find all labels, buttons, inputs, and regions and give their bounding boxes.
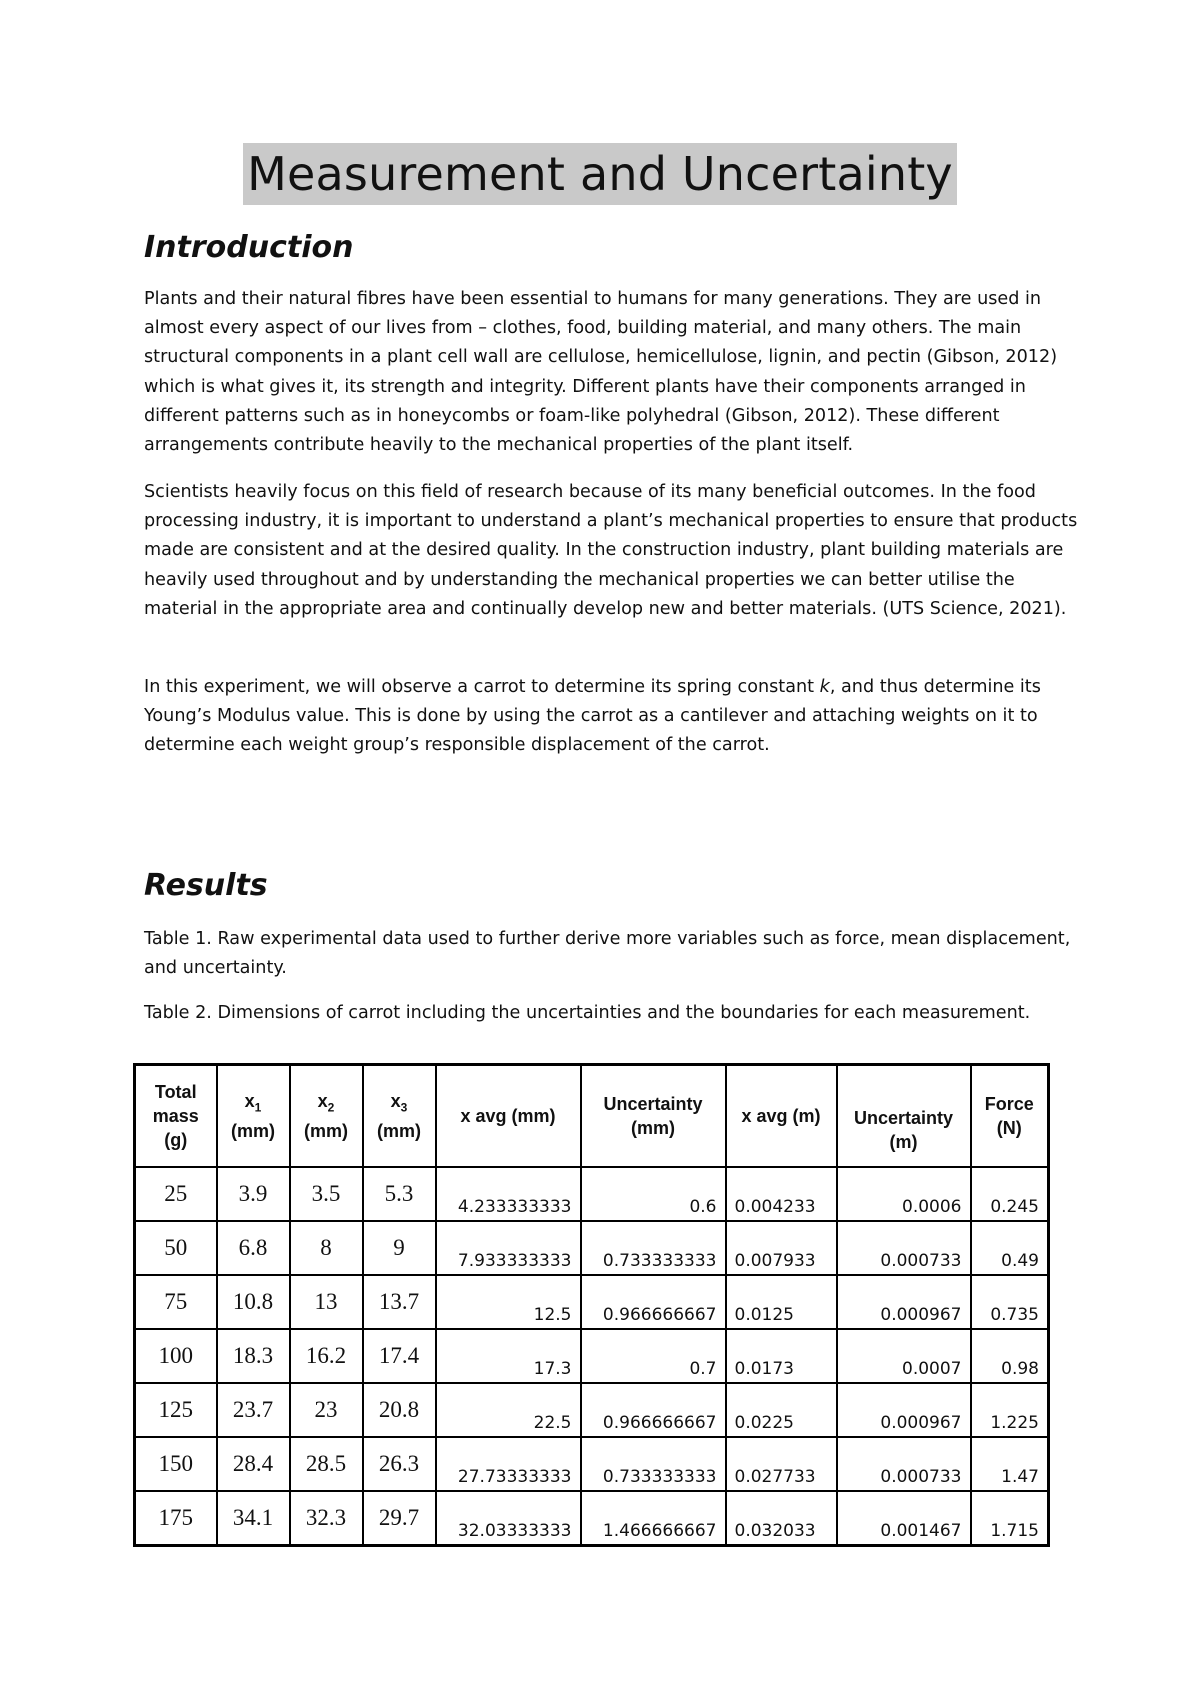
intro-paragraph-3-start: In this experiment, we will observe a carrot to determine its spring constant — [144, 677, 820, 697]
cell-x-avg-mm: 17.3 — [436, 1329, 581, 1383]
cell-total-mass: 175 — [135, 1491, 217, 1546]
cell-force: 0.735 — [971, 1275, 1049, 1329]
cell-force: 0.98 — [971, 1329, 1049, 1383]
cell-total-mass: 150 — [135, 1437, 217, 1491]
introduction-heading: Introduction — [144, 230, 354, 265]
cell-x-avg-mm: 27.73333333 — [436, 1437, 581, 1491]
cell-uncertainty-mm: 1.466666667 — [581, 1491, 726, 1546]
cell-x3: 9 — [363, 1221, 436, 1275]
cell-force: 0.245 — [971, 1167, 1049, 1221]
cell-x1: 28.4 — [217, 1437, 290, 1491]
cell-x-avg-mm: 12.5 — [436, 1275, 581, 1329]
cell-x1: 6.8 — [217, 1221, 290, 1275]
cell-uncertainty-mm: 0.966666667 — [581, 1383, 726, 1437]
intro-paragraph-3-end: , and thus determine its Young’s Modulus value. This is done by using the carrot as a cantilever and attaching weights on it to determine each weight group’s responsible displacement of the carrot. — [144, 677, 1041, 756]
intro-paragraph-2: Scientists heavily focus on this field of research because of its many beneficial outcomes. In the food processing industry, it is important to understand a plant’s mechanical properties to ensure that products made are consistent and at the desired quality. In the construction industry, plant building materials are heavily used throughout and by understanding the mechanical properties we can better utilise the material in the appropriate area and continually develop new and better materials. (UTS Science, 2021). — [144, 482, 1078, 619]
cell-x-avg-mm: 7.933333333 — [436, 1221, 581, 1275]
cell-x2: 13 — [290, 1275, 363, 1329]
table-2-caption: Table 2. Dimensions of carrot including the uncertainties and the boundaries for each measurement. — [144, 1003, 1031, 1023]
cell-x-avg-m: 0.004233 — [726, 1167, 837, 1221]
cell-total-mass: 100 — [135, 1329, 217, 1383]
cell-x1: 34.1 — [217, 1491, 290, 1546]
cell-x2: 8 — [290, 1221, 363, 1275]
header-total-mass: Total mass (g) — [135, 1065, 217, 1168]
cell-x2: 32.3 — [290, 1491, 363, 1546]
cell-uncertainty-mm: 0.6 — [581, 1167, 726, 1221]
cell-x-avg-m: 0.0225 — [726, 1383, 837, 1437]
table-row — [135, 1491, 1049, 1546]
cell-x-avg-mm: 32.03333333 — [436, 1491, 581, 1546]
table-row — [135, 1329, 1049, 1383]
intro-paragraph-3 — [144, 673, 1079, 761]
cell-x1: 23.7 — [217, 1383, 290, 1437]
cell-uncertainty-mm: 0.733333333 — [581, 1221, 726, 1275]
cell-uncertainty-mm: 0.966666667 — [581, 1275, 726, 1329]
cell-x1: 10.8 — [217, 1275, 290, 1329]
title-wrap — [0, 143, 1200, 205]
cell-x-avg-m: 0.027733 — [726, 1437, 837, 1491]
cell-x3: 20.8 — [363, 1383, 436, 1437]
cell-uncertainty-mm: 0.733333333 — [581, 1437, 726, 1491]
results-heading: Results — [144, 868, 268, 903]
cell-x2: 16.2 — [290, 1329, 363, 1383]
spring-constant-variable: k — [819, 677, 830, 697]
table-body — [135, 1167, 1049, 1546]
cell-x-avg-m: 0.007933 — [726, 1221, 837, 1275]
table-row — [135, 1437, 1049, 1491]
cell-uncertainty-m: 0.000967 — [837, 1275, 971, 1329]
cell-x3: 17.4 — [363, 1329, 436, 1383]
cell-total-mass: 75 — [135, 1275, 217, 1329]
cell-x-avg-m: 0.032033 — [726, 1491, 837, 1546]
cell-x1: 3.9 — [217, 1167, 290, 1221]
table-1-caption: Table 1. Raw experimental data used to further derive more variables such as force, mean displacement, and uncertainty. — [144, 929, 1071, 979]
cell-x2: 3.5 — [290, 1167, 363, 1221]
cell-uncertainty-m: 0.000733 — [837, 1221, 971, 1275]
cell-x3: 5.3 — [363, 1167, 436, 1221]
table-row — [135, 1221, 1049, 1275]
cell-x3: 26.3 — [363, 1437, 436, 1491]
cell-x-avg-m: 0.0125 — [726, 1275, 837, 1329]
table-row — [135, 1275, 1049, 1329]
header-x3: $x_3$ (mm) — [363, 1065, 436, 1168]
cell-force: 1.225 — [971, 1383, 1049, 1437]
cell-total-mass: 125 — [135, 1383, 217, 1437]
cell-total-mass: 50 — [135, 1221, 217, 1275]
header-x-avg-m: x avg (m) — [726, 1065, 837, 1168]
cell-uncertainty-m: 0.001467 — [837, 1491, 971, 1546]
cell-force: 1.715 — [971, 1491, 1049, 1546]
table-row — [135, 1167, 1049, 1221]
header-uncertainty-mm: Uncertainty (mm) — [581, 1065, 726, 1168]
table-row — [135, 1383, 1049, 1437]
cell-x2: 28.5 — [290, 1437, 363, 1491]
intro-paragraph-1: Plants and their natural fibres have been essential to humans for many generations. They are used in almost every aspect of our lives from – clothes, food, building material, and many others. The main structural components in a plant cell wall are cellulose, hemicellulose, lignin, and pectin (Gibson, 2012) which is what gives it, its strength and integrity. Different plants have their components arranged in different patterns such as in honeycombs or foam-like polyhedral (Gibson, 2012). These different arrangements contribute heavily to the mechanical properties of the plant itself. — [144, 289, 1058, 456]
cell-total-mass: 25 — [135, 1167, 217, 1221]
cell-uncertainty-m: 0.000967 — [837, 1383, 971, 1437]
cell-force: 0.49 — [971, 1221, 1049, 1275]
cell-x2: 23 — [290, 1383, 363, 1437]
cell-x-avg-m: 0.0173 — [726, 1329, 837, 1383]
results-table — [133, 1063, 1050, 1547]
header-uncertainty-m: Uncertainty (m) — [837, 1065, 971, 1168]
cell-x3: 13.7 — [363, 1275, 436, 1329]
cell-x-avg-mm: 22.5 — [436, 1383, 581, 1437]
header-force: Force (N) — [971, 1065, 1049, 1168]
cell-uncertainty-m: 0.0007 — [837, 1329, 971, 1383]
cell-uncertainty-m: 0.000733 — [837, 1437, 971, 1491]
cell-x3: 29.7 — [363, 1491, 436, 1546]
cell-x-avg-mm: 4.233333333 — [436, 1167, 581, 1221]
header-x-avg-mm: x avg (mm) — [436, 1065, 581, 1168]
cell-force: 1.47 — [971, 1437, 1049, 1491]
cell-uncertainty-mm: 0.7 — [581, 1329, 726, 1383]
table-header-row — [135, 1065, 1049, 1168]
header-x2: $x_2$ (mm) — [290, 1065, 363, 1168]
cell-x1: 18.3 — [217, 1329, 290, 1383]
cell-uncertainty-m: 0.0006 — [837, 1167, 971, 1221]
page-title: Measurement and Uncertainty — [243, 143, 957, 205]
header-x1: $x_1$ (mm) — [217, 1065, 290, 1168]
